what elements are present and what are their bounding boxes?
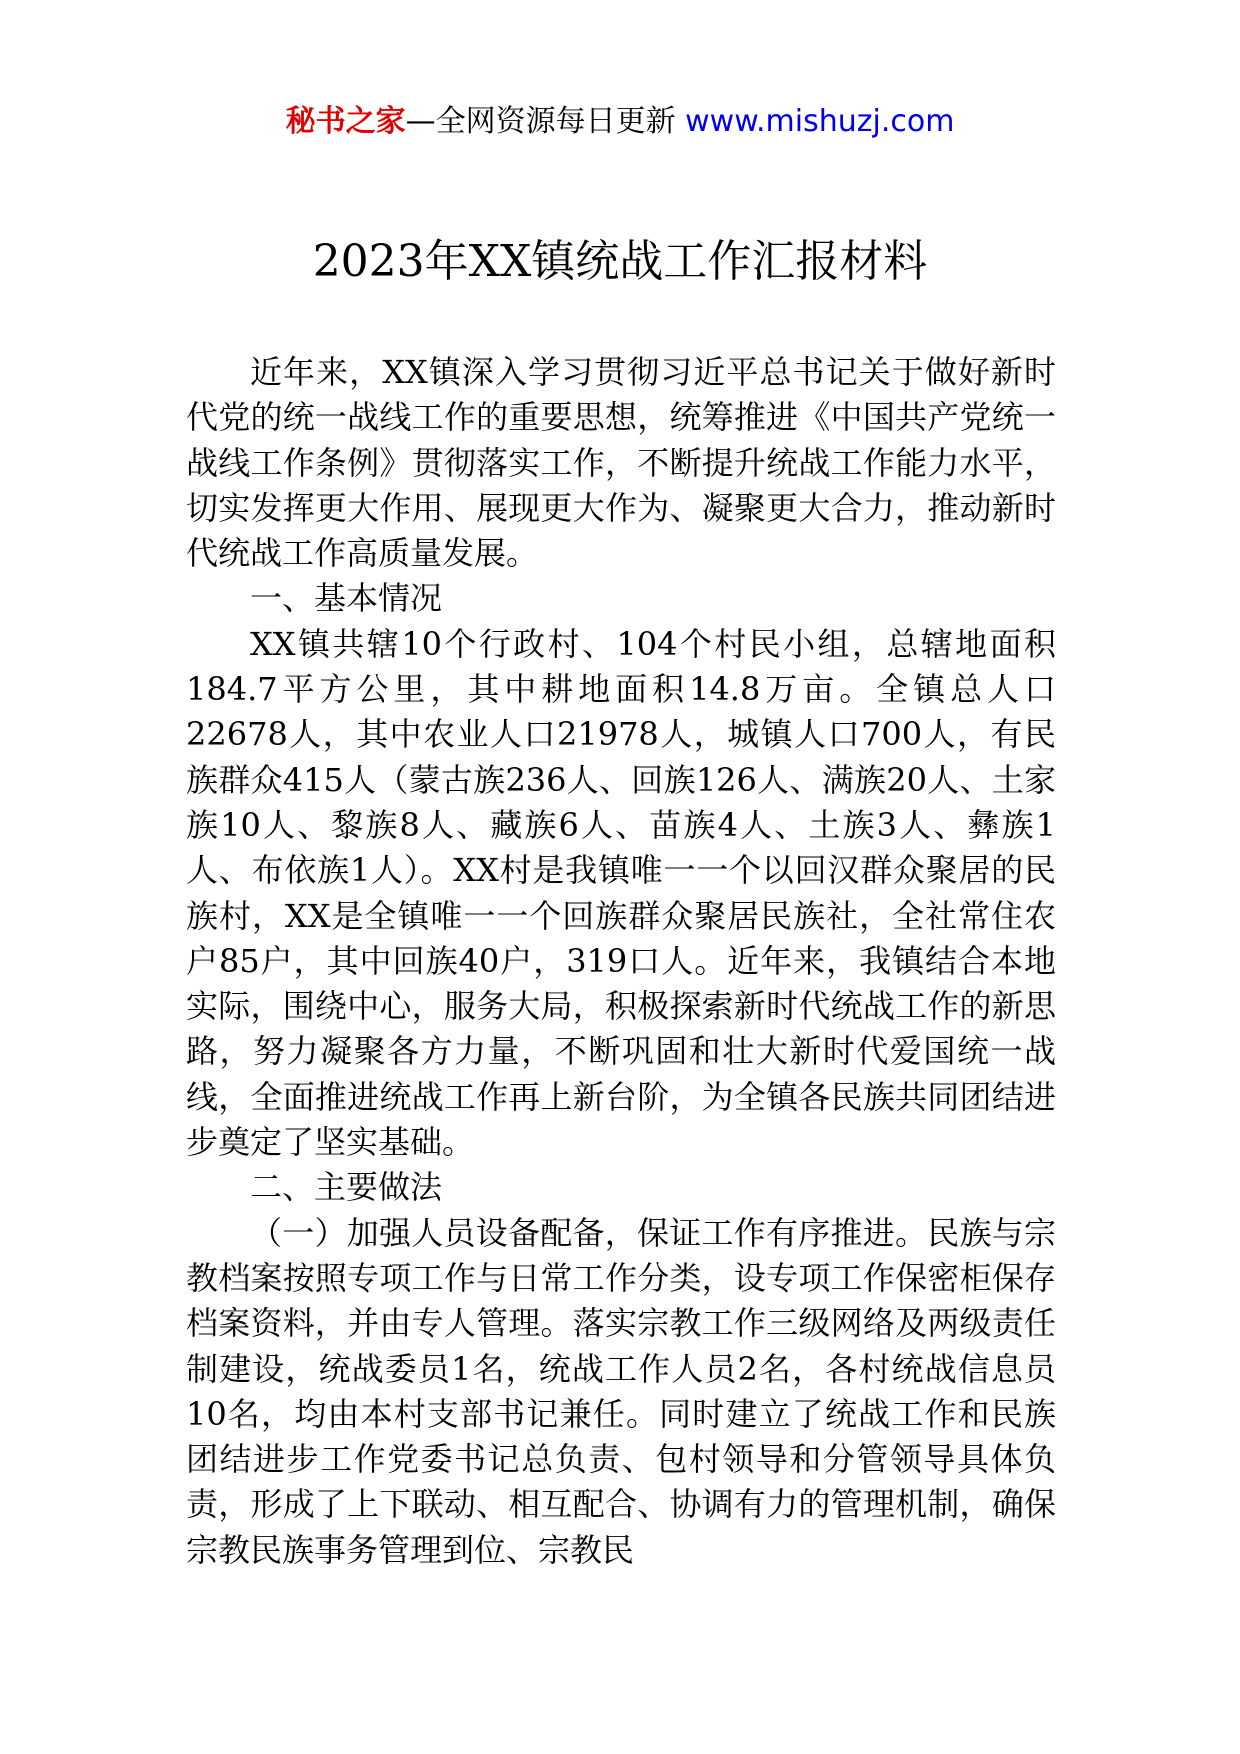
heading-basic-situation: 一、基本情况 bbox=[250, 579, 443, 618]
heading-main-practices: 二、主要做法 bbox=[250, 1168, 443, 1207]
banner-tagline: —全网资源每日更新 bbox=[405, 104, 676, 139]
paragraph-basic-situation: XX镇共辖10个行政村、104个村民小组，总辖地面积184.7平方公里，其中耕地面积14.8万亩。全镇总人口22678人，其中农业人口21978人，城镇人口700人，有民族群众415人（蒙古族236人、回族126人、满族20人、土家族10人、黎族8人、藏族6人、苗族4人、土族3人、彝族1人、布依族1人）。XX村是我镇唯一一个以回汉群众聚居的民族村，XX是全镇唯一一个回族群众聚居民族社，全社常住农户85户，其中回族40户，319口人。近年来，我镇结合本地实际，围绕中心，服务大局，积极探索新时代统战工作的新思路，努力凝聚各方力量，不断巩固和壮大新时代爱国统一战线，全面推进统战工作再上新台阶，为全镇各民族共同团结进步奠定了坚实基础。 bbox=[186, 624, 1056, 1162]
banner-url-link[interactable]: www.mishuzj.com bbox=[685, 104, 955, 139]
paragraph-intro: 近年来，XX镇深入学习贯彻习近平总书记关于做好新时代党的统一战线工作的重要思想，统筹推进《中国共产党统一战线工作条例》贯彻落实工作，不断提升统战工作能力水平，切实发挥更大作用、展现更大作为、凝聚更大合力，推动新时代统战工作高质量发展。 bbox=[186, 353, 1056, 573]
document-body bbox=[186, 350, 1056, 1573]
document-title: 2023年XX镇统战工作汇报材料 bbox=[312, 236, 928, 287]
paragraph-practice-one: （一）加强人员设备配备，保证工作有序推进。民族与宗教档案按照专项工作与日常工作分类，设专项工作保密柜保存档案资料，并由专人管理。落实宗教工作三级网络及两级责任制建设，统战委员1名，统战工作人员2名，各村统战信息员10名，均由本村支部书记兼任。同时建立了统战工作和民族团结进步工作党委书记总负责、包村领导和分管领导具体负责，形成了上下联动、相互配合、协调有力的管理机制，确保宗教民族事务管理到位、宗教民 bbox=[186, 1213, 1056, 1569]
site-banner bbox=[0, 100, 1240, 144]
banner-brand: 秘书之家 bbox=[285, 104, 406, 139]
